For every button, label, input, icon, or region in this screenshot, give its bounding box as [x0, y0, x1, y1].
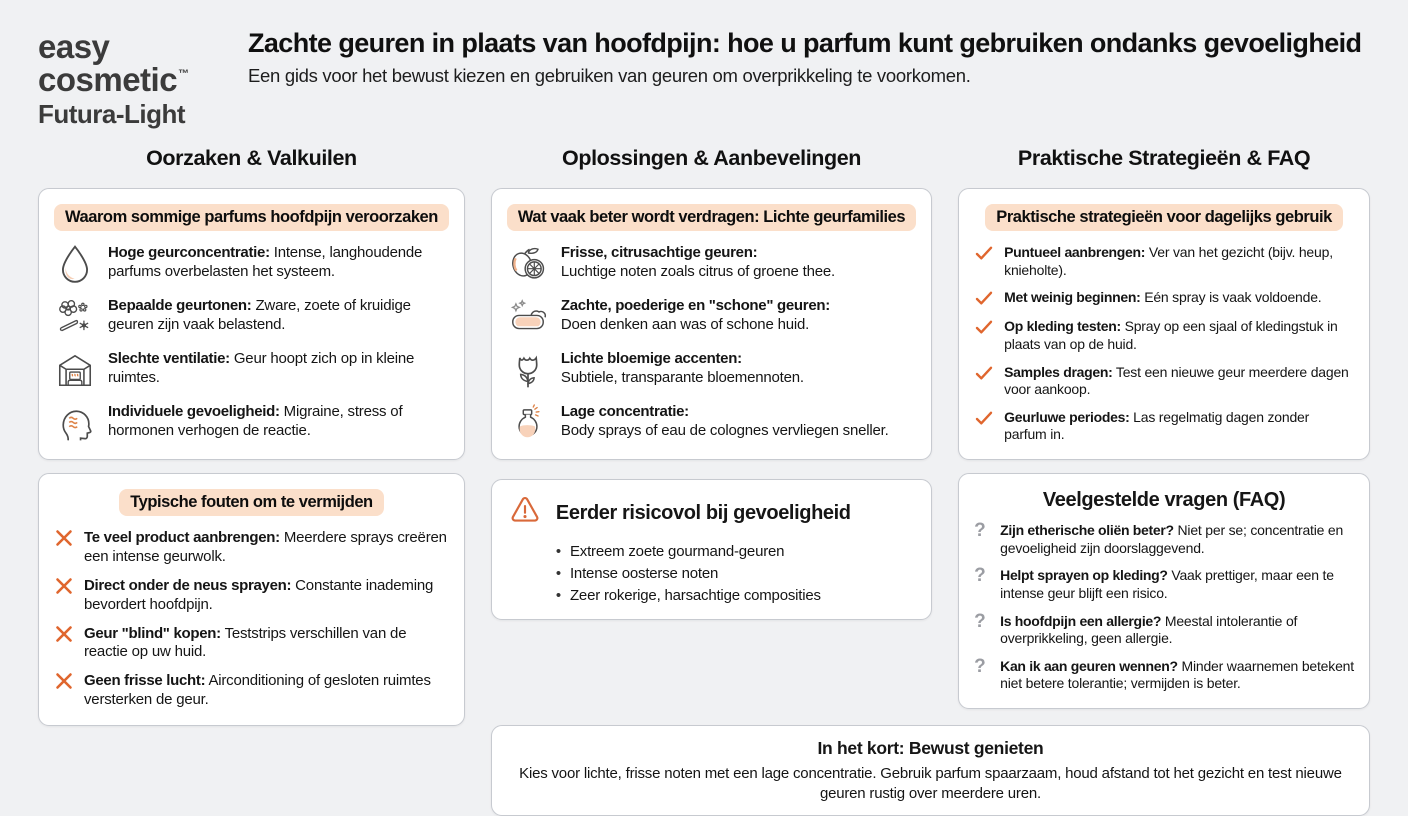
- item-lead: Direct onder de neus sprayen:: [84, 576, 292, 594]
- title-block: [248, 28, 1368, 87]
- card-faq: [958, 473, 1370, 709]
- item-desc: Spray op een sjaal of kledingstuk in plaats van op de huid.: [1004, 318, 1338, 352]
- item-text: [84, 624, 449, 663]
- item-lead: Individuele gevoeligheid:: [108, 403, 280, 420]
- item-desc: Intense, langhoudende parfums overbelasten het systeem.: [108, 244, 423, 280]
- item-lead: Kan ik aan geuren wennen?: [1000, 657, 1178, 674]
- item-desc: Ver van het gezicht (bijv. heup, knieholte).: [1004, 244, 1333, 278]
- risky-header: [507, 493, 916, 534]
- item-lead: Geur "blind" kopen:: [84, 624, 221, 642]
- item-desc: Test een nieuwe geur meerdere dagen voor aankoop.: [1004, 363, 1349, 398]
- list-item: [54, 528, 449, 567]
- item-desc: Eén spray is vaak voldoende.: [1144, 289, 1322, 306]
- item-lead: Te veel product aanbrengen:: [84, 529, 280, 546]
- droplet-icon: [54, 243, 96, 285]
- item-desc: Constante inademing bevordert hoofdpijn.: [84, 576, 434, 613]
- item-desc: Subtiele, transparante bloemennoten.: [560, 368, 804, 386]
- column-causes: [38, 144, 465, 726]
- risky-bullet: [556, 585, 916, 607]
- item-desc: Luchtige noten zoals citrus of groene thee.: [560, 262, 835, 280]
- list-item: [507, 296, 916, 338]
- item-text: [1004, 317, 1354, 353]
- bullet-text: • Zeer rokerige, harsachtige composities: [569, 586, 821, 604]
- item-lead: Lage concentratie:: [560, 403, 689, 420]
- item-lead: Helpt sprayen op kleding?: [1000, 567, 1168, 584]
- question-icon: [974, 612, 990, 631]
- item-desc: Meestal intolerantie of overprikkeling, geen allergie.: [1000, 612, 1298, 647]
- warning-icon: [507, 493, 543, 534]
- item-lead: Is hoofdpijn een allergie?: [1000, 612, 1162, 629]
- list-item: [974, 657, 1354, 693]
- head-icon: [54, 402, 96, 444]
- item-lead: Zachte, poederige en "schone" geuren:: [560, 297, 830, 314]
- check-icon: [974, 317, 994, 337]
- check-icon: [974, 363, 994, 383]
- item-text: [108, 402, 449, 441]
- card-title-light-families: Wat vaak beter wordt verdragen: Lichte geurfamilies: [507, 204, 916, 231]
- x-icon: [54, 576, 74, 596]
- spray-bottle-icon: [507, 402, 549, 444]
- check-icon: [974, 288, 994, 308]
- list-item: [54, 296, 449, 338]
- item-text: [108, 296, 449, 335]
- risky-bullet: [556, 563, 916, 585]
- item-desc: Minder waarnemen betekent niet betere tolerantie; vermijden is beter.: [1000, 657, 1354, 692]
- item-text: [1004, 363, 1354, 399]
- item-text: [108, 349, 449, 388]
- item-text: [1000, 521, 1354, 557]
- summary-card: [491, 725, 1370, 816]
- item-text: [561, 296, 830, 335]
- column-header-solutions: Oplossingen & Aanbevelingen: [562, 146, 862, 170]
- card-title-why-headaches: Waarom sommige parfums hoofdpijn veroorzaken: [54, 204, 449, 231]
- item-text: [561, 349, 804, 388]
- item-text: [84, 528, 449, 567]
- list-item: [974, 363, 1354, 399]
- logo-line3: Futura-Light: [38, 99, 186, 129]
- card-typical-mistakes: [38, 473, 465, 726]
- item-desc: Vaak prettiger, maar een te intense geur blijft een risico.: [1000, 567, 1334, 601]
- logo-line2: [38, 63, 188, 96]
- question-icon: [974, 657, 990, 676]
- card-daily-strategies: [958, 188, 1370, 460]
- page-title: Zachte geuren in plaats van hoofdpijn: hoe u parfum kunt gebruiken ondanks gevoeligheid: [248, 28, 1362, 58]
- page-subtitle: Een gids voor het bewust kiezen en gebruiken van geuren om overprikkeling te voorkomen.: [248, 65, 971, 87]
- column-strategies-faq: [958, 144, 1370, 709]
- soap-icon: [507, 296, 549, 338]
- item-lead: Samples dragen:: [1004, 363, 1113, 380]
- item-lead: Zijn etherische oliën beter?: [1000, 522, 1174, 538]
- item-desc: Doen denken aan was of schone huid.: [560, 315, 810, 333]
- list-item: [507, 402, 916, 444]
- item-desc: Body sprays of eau de colognes vervliegen sneller.: [560, 421, 889, 439]
- item-desc: Zware, zoete of kruidige geuren zijn vaak belastend.: [108, 297, 411, 333]
- column-header-strategies: Praktische Strategieën & FAQ: [1017, 146, 1311, 170]
- item-lead: Bepaalde geurtonen:: [108, 297, 252, 314]
- flowers-spices-icon: [54, 296, 96, 338]
- list-item: [974, 521, 1354, 557]
- item-text: [561, 402, 889, 441]
- item-text: [84, 671, 449, 710]
- lemon-icon: [507, 243, 549, 285]
- item-text: [84, 576, 449, 615]
- x-icon: [54, 528, 74, 548]
- bullet-text: • Intense oosterse noten: [569, 564, 719, 582]
- x-icon: [54, 671, 74, 691]
- list-item: [974, 317, 1354, 353]
- list-item: [974, 288, 1354, 308]
- card-title-daily-strategies: Praktische strategieën voor dagelijks gebruik: [985, 204, 1343, 231]
- item-desc: Migraine, stress of hormonen verhogen de reactie.: [108, 403, 403, 439]
- item-lead: Geen frisse lucht:: [84, 672, 206, 690]
- card-title-typical-mistakes: Typische fouten om te vermijden: [119, 489, 383, 516]
- card-why-headaches: [38, 188, 465, 460]
- risky-title: Eerder risicovol bij gevoeligheid: [555, 502, 851, 524]
- summary-title: In het kort: Bewust genieten: [817, 738, 1044, 758]
- x-icon: [54, 624, 74, 644]
- summary-text: Kies voor lichte, frisse noten met een lage concentratie. Gebruik parfum spaarzaam, houd afstand tot het gezicht en test nieuwe geuren rustig over meerdere uren.: [519, 765, 1342, 802]
- column-header-causes: Oorzaken & Valkuilen: [146, 146, 357, 170]
- brand-logo: [38, 30, 188, 127]
- list-item: [54, 576, 449, 615]
- item-desc: Airconditioning of gesloten ruimtes versterken de geur.: [84, 672, 431, 709]
- list-item: [54, 243, 449, 285]
- card-risky: [491, 479, 932, 620]
- item-text: [1000, 657, 1354, 693]
- list-item: [507, 349, 916, 391]
- item-text: [108, 243, 449, 282]
- tulip-icon: [507, 349, 549, 391]
- question-icon: [974, 521, 990, 540]
- item-text: [1004, 288, 1321, 307]
- item-lead: Puntueel aanbrengen:: [1004, 244, 1146, 260]
- list-item: [974, 612, 1354, 648]
- list-item: [974, 408, 1354, 444]
- item-desc: Las regelmatig dagen zonder parfum in.: [1004, 408, 1310, 443]
- item-lead: Hoge geurconcentratie:: [108, 244, 270, 261]
- item-lead: Met weinig beginnen:: [1004, 289, 1141, 306]
- check-icon: [974, 243, 994, 263]
- page-header: [0, 0, 1408, 138]
- question-icon: [974, 566, 990, 585]
- column-solutions: [491, 144, 932, 620]
- item-lead: Lichte bloemige accenten:: [560, 350, 742, 367]
- list-item: [54, 671, 449, 710]
- card-light-families: [491, 188, 932, 460]
- content-grid: [0, 138, 1408, 816]
- trademark-symbol: ™: [178, 68, 189, 80]
- logo-word: cosmetic: [38, 61, 178, 98]
- list-item: [507, 243, 916, 285]
- item-lead: Op kleding testen:: [1004, 318, 1121, 335]
- list-item: [54, 402, 449, 444]
- item-lead: Slechte ventilatie:: [108, 350, 230, 367]
- logo-line1: easy: [38, 28, 110, 65]
- risky-bullet: [556, 541, 916, 563]
- item-text: [1000, 566, 1354, 602]
- item-desc: Teststrips verschillen van de reactie op uw huid.: [84, 624, 407, 661]
- item-text: [1000, 612, 1354, 648]
- room-icon: [54, 349, 96, 391]
- item-text: [561, 243, 835, 282]
- list-item: [974, 566, 1354, 602]
- list-item: [974, 243, 1354, 279]
- item-desc: Geur hoopt zich op in kleine ruimtes.: [108, 350, 415, 386]
- faq-title: Veelgestelde vragen (FAQ): [1042, 489, 1286, 511]
- item-desc: Meerdere sprays creëren een intense geurwolk.: [84, 529, 447, 565]
- item-lead: Frisse, citrusachtige geuren:: [560, 244, 758, 261]
- check-icon: [974, 408, 994, 428]
- item-lead: Geurluwe periodes:: [1004, 408, 1130, 425]
- item-text: [1004, 243, 1354, 279]
- item-desc: Niet per se; concentratie en gevoeligheid zijn doorslaggevend.: [1000, 522, 1344, 556]
- list-item: [54, 624, 449, 663]
- bullet-text: • Extreem zoete gourmand-geuren: [569, 543, 785, 560]
- list-item: [54, 349, 449, 391]
- item-text: [1004, 408, 1354, 444]
